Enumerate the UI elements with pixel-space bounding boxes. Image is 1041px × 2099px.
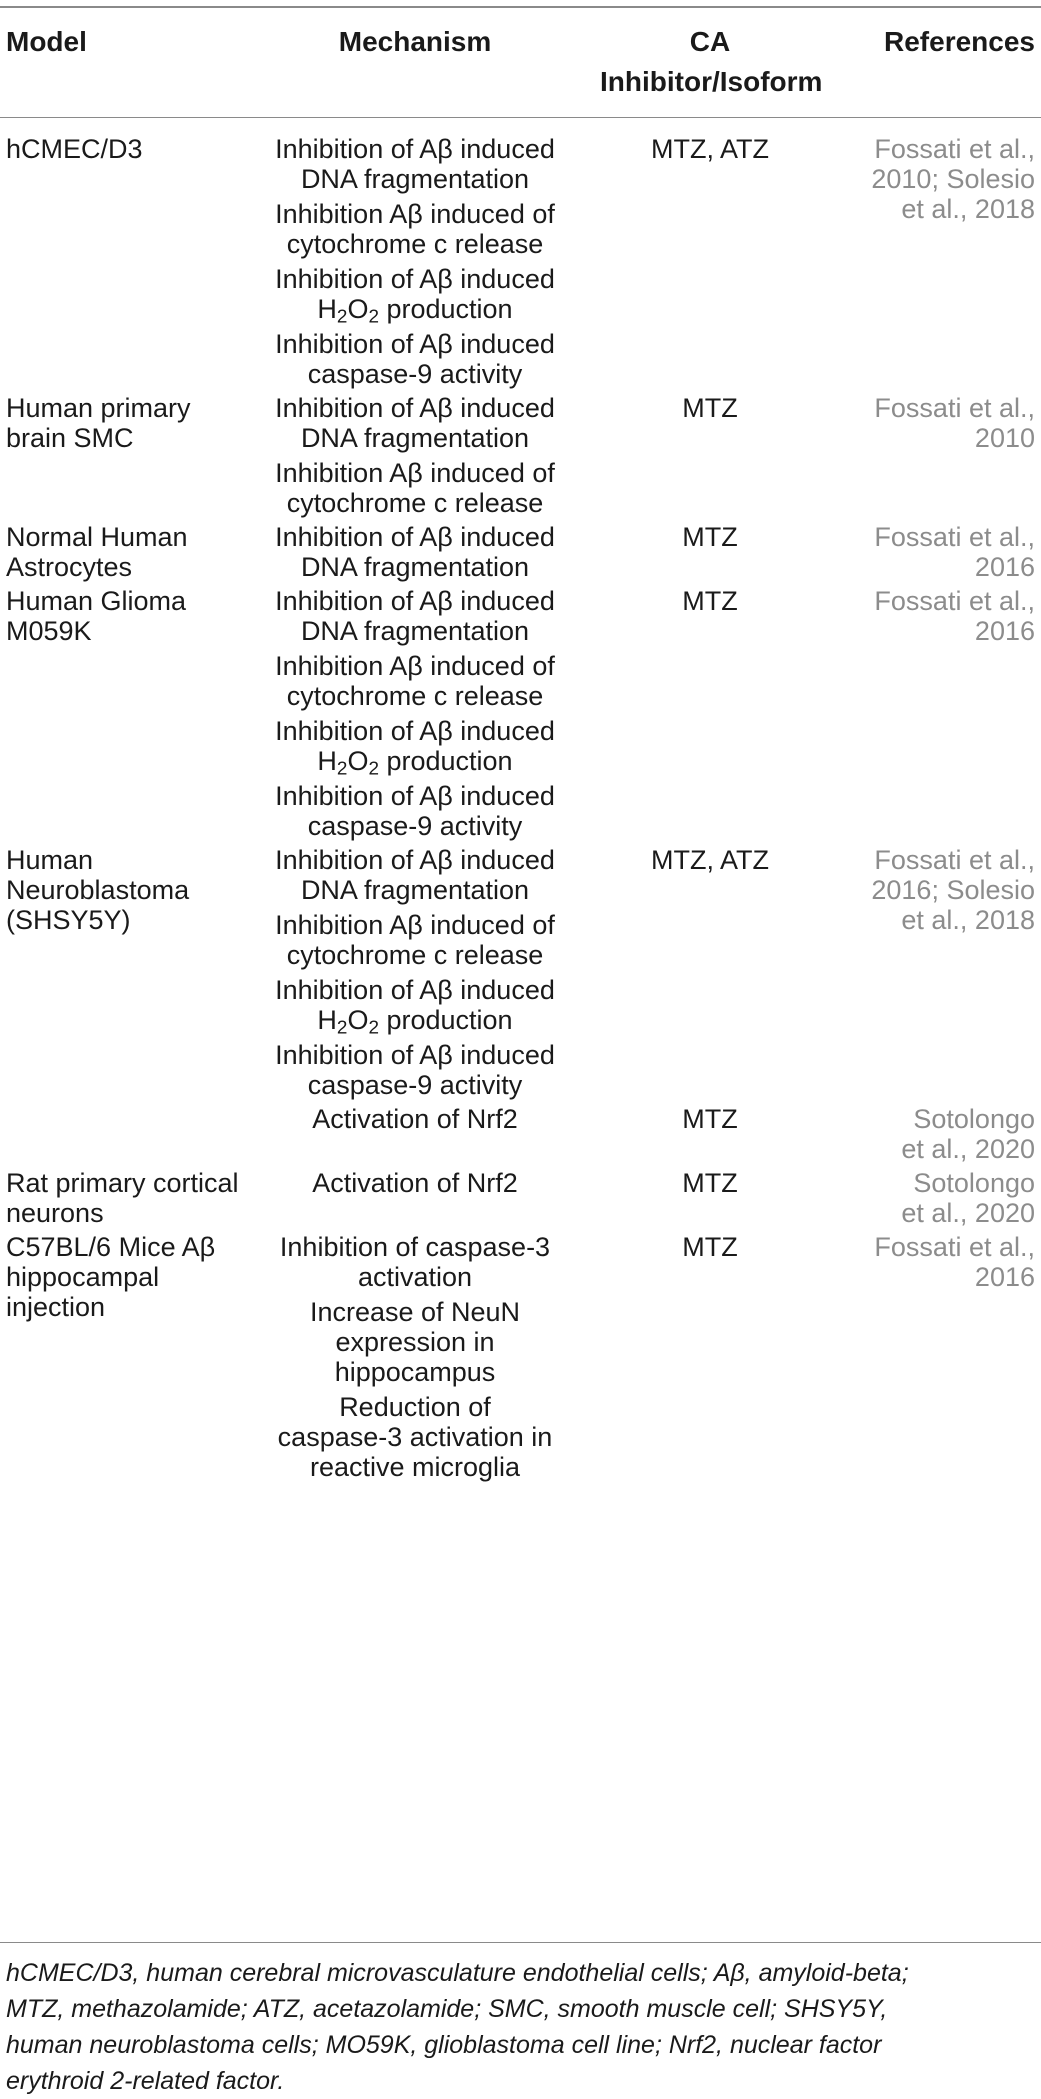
inhibitor-cell: MTZ — [682, 1168, 738, 1198]
mechanism-cell-line: caspase-9 activity — [307, 359, 523, 389]
mechanism-cell-line: hippocampus — [334, 1357, 496, 1387]
model-cell-line: Human primary — [6, 393, 191, 423]
table-top-rule — [0, 6, 1041, 8]
inhibitor-cell: MTZ, ATZ — [651, 134, 769, 164]
header-mechanism: Mechanism — [338, 26, 492, 57]
reference-cell-line: 2010; Solesio — [871, 164, 1035, 194]
mechanism-cell-line: reactive microglia — [309, 1452, 521, 1482]
header-references: References — [884, 26, 1035, 57]
model-cell-line: Neuroblastoma — [6, 875, 190, 905]
mechanism-cell-line: Inhibition Aβ induced of — [275, 651, 555, 681]
inhibitor-cell: MTZ — [682, 1104, 738, 1134]
mechanism-cell-line: cytochrome c release — [286, 488, 544, 518]
mechanism-cell-line: Inhibition of Aβ induced — [275, 522, 555, 552]
reference-cell-line: Sotolongo — [913, 1104, 1035, 1134]
model-cell-line: M059K — [6, 616, 92, 646]
inhibitor-cell: MTZ — [682, 1232, 738, 1262]
reference-cell-line: Fossati et al., — [874, 845, 1035, 875]
reference-cell-line: 2016 — [974, 1262, 1035, 1292]
mechanism-cell-line: Inhibition of Aβ induced — [275, 134, 555, 164]
footnote-line: MTZ, methazolamide; ATZ, acetazolamide; SMC, smooth muscle cell; SHSY5Y, — [6, 1995, 888, 2023]
model-cell-line: Human — [6, 845, 94, 875]
mechanism-cell-line: Inhibition Aβ induced of — [275, 458, 555, 488]
inhibitor-cell: MTZ — [682, 586, 738, 616]
mechanism-cell-line: Inhibition of Aβ induced — [275, 975, 555, 1005]
model-cell-line: neurons — [6, 1198, 104, 1228]
mechanism-cell-line: Activation of Nrf2 — [312, 1104, 518, 1134]
model-cell-line: (SHSY5Y) — [6, 905, 131, 935]
reference-cell-line: et al., 2020 — [901, 1134, 1035, 1164]
mechanism-cell-line: DNA fragmentation — [300, 164, 530, 194]
mechanism-cell-line: Inhibition of Aβ induced — [275, 393, 555, 423]
header-inhibitor — [600, 22, 823, 102]
mechanism-cell-line: Reduction of — [339, 1392, 491, 1422]
mechanism-cell-line: DNA fragmentation — [300, 552, 530, 582]
footnote-line: human neuroblastoma cells; MO59K, glioblastoma cell line; Nrf2, nuclear factor — [6, 2031, 882, 2059]
footnote-line: erythroid 2-related factor. — [6, 2067, 285, 2095]
model-cell-line: C57BL/6 Mice Aβ — [6, 1232, 216, 1262]
mechanism-cell-line: $H_2O_2$ production — [317, 294, 513, 328]
model-cell-line: Astrocytes — [6, 552, 133, 582]
reference-cell-line: et al., 2020 — [901, 1198, 1035, 1228]
reference-cell-line: Fossati et al., — [874, 393, 1035, 423]
reference-cell-line: Fossati et al., — [874, 1232, 1035, 1262]
reference-cell-line: Fossati et al., — [874, 586, 1035, 616]
mechanism-cell-line: cytochrome c release — [286, 229, 544, 259]
mechanism-cell-line: caspase-9 activity — [307, 811, 523, 841]
mechanism-cell-line: activation — [357, 1262, 473, 1292]
reference-cell-line: et al., 2018 — [901, 194, 1035, 224]
mechanism-cell-line: $H_2O_2$ production — [317, 1005, 513, 1039]
mechanism-cell-line: Inhibition of Aβ induced — [275, 586, 555, 616]
reference-cell-line: Fossati et al., — [874, 522, 1035, 552]
header-inhibitor-line2: Inhibitor/Isoform — [600, 66, 823, 97]
header-model: Model — [6, 26, 87, 57]
table-footnote — [6, 1955, 1036, 2099]
mechanism-cell-line: Inhibition of Aβ induced — [275, 781, 555, 811]
model-cell-line: brain SMC — [6, 423, 134, 453]
mechanism-cell-line: cytochrome c release — [286, 681, 544, 711]
model-cell-line: hippocampal — [6, 1262, 160, 1292]
model-cell-line: Human Glioma — [6, 586, 187, 616]
mechanism-cell-line: Inhibition Aβ induced of — [275, 910, 555, 940]
mechanism-cell-line: Inhibition of Aβ induced — [275, 845, 555, 875]
reference-cell-line: et al., 2018 — [901, 905, 1035, 935]
model-cell-line: Rat primary cortical — [6, 1168, 239, 1198]
mechanism-cell-line: Inhibition of Aβ induced — [275, 716, 555, 746]
header-inhibitor-line1: CA — [689, 26, 731, 57]
mechanism-cell-line: Inhibition of Aβ induced — [275, 264, 555, 294]
model-cell-line: Normal Human — [6, 522, 188, 552]
inhibitor-cell: MTZ — [682, 393, 738, 423]
inhibitor-cell: MTZ — [682, 522, 738, 552]
mechanism-cell-line: Inhibition of caspase-3 — [279, 1232, 551, 1262]
reference-cell-line: 2010 — [974, 423, 1035, 453]
mechanism-cell-line: DNA fragmentation — [300, 875, 530, 905]
reference-cell-line: Sotolongo — [913, 1168, 1035, 1198]
inhibitor-cell: MTZ, ATZ — [651, 845, 769, 875]
reference-cell-line: 2016 — [974, 552, 1035, 582]
table-bottom-rule — [0, 1942, 1041, 1943]
footnote-line: hCMEC/D3, human cerebral microvasculature endothelial cells; Aβ, amyloid-beta; — [6, 1959, 909, 1987]
mechanism-cell-line: Inhibition of Aβ induced — [275, 1040, 555, 1070]
mechanism-cell-line: Activation of Nrf2 — [312, 1168, 518, 1198]
model-cell-line: injection — [6, 1292, 106, 1322]
reference-cell-line: 2016; Solesio — [871, 875, 1035, 905]
model-cell-line: hCMEC/D3 — [6, 134, 143, 164]
mechanism-cell-line: DNA fragmentation — [300, 616, 530, 646]
mechanism-cell-line: expression in — [335, 1327, 495, 1357]
mechanism-cell-line: Inhibition of Aβ induced — [275, 329, 555, 359]
mechanism-cell-line: caspase-3 activation in — [277, 1422, 553, 1452]
mechanism-cell-line: DNA fragmentation — [300, 423, 530, 453]
reference-cell-line: Fossati et al., — [874, 134, 1035, 164]
mechanism-cell-line: caspase-9 activity — [307, 1070, 523, 1100]
mechanism-cell-line: Inhibition Aβ induced of — [275, 199, 555, 229]
mechanism-cell-line: Increase of NeuN — [309, 1297, 521, 1327]
reference-cell-line: 2016 — [974, 616, 1035, 646]
mechanism-cell-line: cytochrome c release — [286, 940, 544, 970]
header-rule — [0, 117, 1041, 118]
mechanism-cell-line: $H_2O_2$ production — [317, 746, 513, 780]
